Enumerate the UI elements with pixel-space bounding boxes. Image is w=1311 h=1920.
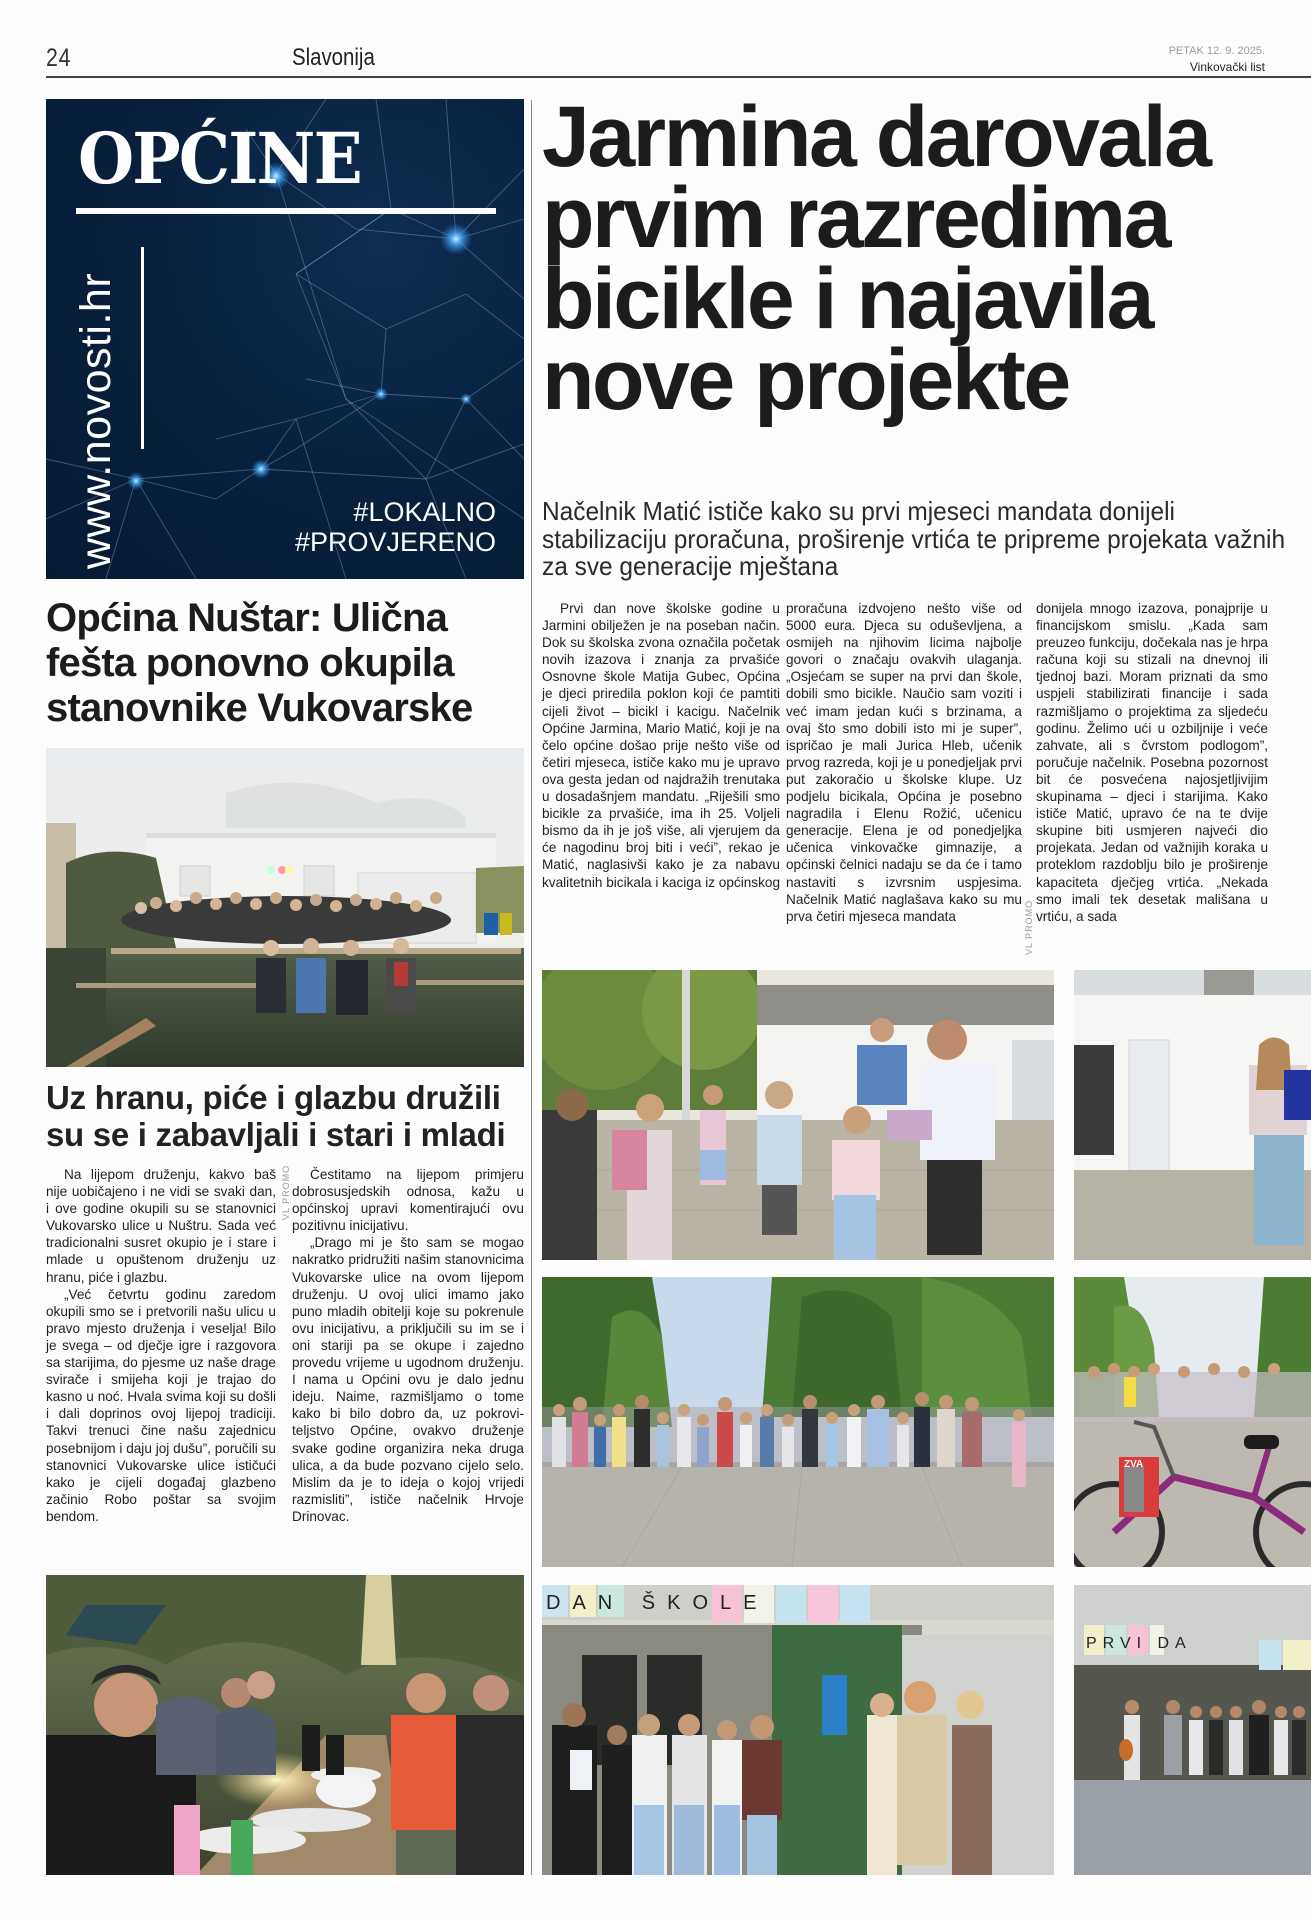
promo-hashtag: #PROVJERENO: [294, 527, 496, 557]
paragraph: Prvi dan nove školske godine u Jarmini obilježen je na poseban način. Dok su školska zvona označila početak novih izazova i znanja za prvašiće Osnovne škole Matija Gubec, Općina je djeci priredila poklon koji će pamtiti cijeli život – bicikl i kacigu. Načelnik Općine Jarmina, Mario Matić, koji je na čelo općine došao prije nešto više od četiri mjeseca, ističe kako mu je upravo ova gesta jedan od najdražih trenutaka u dosadašnjem mandatu. „Riješili smo bicikle za prvašiće, ima ih 25. Voljeli bismo da ih je još više, ali vjerujem da će nagodinu broj biti i veći”, rekao je Matić, naglasivši kako je za nabavu kvalitetnih bicikala i kaciga iz općinskog: [542, 601, 781, 890]
header-rule: [46, 76, 1311, 78]
bicycle-tag-text: ZVA: [1124, 1459, 1144, 1470]
photo-credit: VL PROMO: [281, 1164, 291, 1220]
paragraph: donijela mnogo izazova, ponajprije u financijskom smislu. „Kada sam preuzeo funkciju, dočekala nas je hrpa računa koji su stizali na dnevnoj ili tjednoj bazi. Moram priznati da smo uspjeli stabilizirati financije i sada razmišljamo o projektima za sljedeću godinu. Želimo ući u ozbiljnije i veće zahvate, ali s čvrstom podlogom”, poručuje načelnik. Posebna pozornost bit će posvećena najosjetljivijim skupinama – djeci i starijima. Kako ističe Matić, upravo će na te dvije skupine biti usmjeren najveći dio projekata. Jedan od važnijih koraka u proteklom razdoblju bilo je proširenje kapaciteta dječjeg vrtića. „Nekada smo imali tek desetak mališana u vrtiću, a sada: [1036, 601, 1268, 924]
paragraph: „Već četvrtu godinu zaredom okupili smo se i pretvorili našu ulicu u pravo mjesto druženja i veselja! Bilo je svega – od dječje igre i razgovora sa starijima, do pjesme uz naše drage svirače i smijeha koji je trajao do kasno u noć. Hvala svima koji su došli i dali doprinos ovoj lijepoj tradiciji. Takvi trenuci čine našu zajednicu posebnijom i daju joj dušu”, poručili su stanovnici Vukovarske ulice ističući kako je cijeli događaj glazbeno začinio Robo poštar sa svojim bendom.: [46, 1286, 276, 1524]
main-photo-bicycle: [1074, 1277, 1311, 1567]
main-photo-group: [542, 1277, 1054, 1567]
main-photo-first-day: [1074, 1585, 1311, 1875]
photo-generation-student: [1074, 970, 1311, 1260]
left-article-subheadline: Uz hranu, piće i glazbu družili su se i zabavljali i stari i mladi: [46, 1079, 506, 1153]
photo-dinner-table: [46, 1575, 524, 1875]
promo-title-underline: [76, 208, 496, 214]
page-number: 24: [46, 44, 72, 72]
paragraph: Čestitamo na lijepom primjeru dobrosusjedskih odnosa, kažu u općinskoj upravi komentirajući ovu pozitivnu inicijativu.: [292, 1167, 524, 1234]
left-article-column-1: [46, 1166, 276, 1525]
promo-url-link[interactable]: www.novosti.hr: [72, 272, 120, 569]
column-divider: [531, 100, 532, 1875]
main-photo-school-day: [542, 1585, 1054, 1875]
left-photo-group: [46, 748, 524, 1067]
banner-text: DAN ŠKOLE: [546, 1592, 769, 1614]
photo-school-day-banner: [542, 1585, 1054, 1875]
promo-hashtag: #LOKALNO: [353, 497, 496, 527]
photo-credit: VL PROMO: [1024, 899, 1034, 955]
main-article-deck: Načelnik Matić ističe kako su prvi mjeseci mandata donijeli stabilizaciju proračuna, proširenje vrtića te pripreme projekata važnih za sve generacije mještana: [542, 496, 1286, 581]
banner-text: PRVI DA: [1086, 1635, 1192, 1652]
photo-crowd-trees: [542, 1277, 1054, 1567]
photo-helmet-handout: [542, 970, 1054, 1260]
left-article-column-2: [292, 1166, 524, 1525]
paragraph: „Drago mi je što sam se mogao nakratko pridružiti našim stanovnicima Vukovarske ulice na ovom lijepom druženju. U ovoj ulici imamo jako puno mladih obitelji koje su pokrenule ovu inicijativu, a priključili su im se i oni stariji pa se okupe i zajedno provedu vrijeme u ugodnom druženju. I nama u Općini ovu je dalo jednu ideju. Naime, razmišljamo o tome kako bi bilo dobro da, uz pokroviteljstvo Općine, ovakvo druženje svake godine organizira neka druga ulica, a da bude pozvano cijelo selo. Mislim da je to ideja o kojoj vrijedi razmisliti”, ističe načelnik Hrvoje Drinovac.: [292, 1235, 524, 1524]
promo-banner[interactable]: [46, 99, 524, 579]
promo-title: OPĆINE: [78, 117, 361, 200]
photo-bicycle: [1074, 1277, 1311, 1567]
paragraph: proračuna izdvojeno nešto više od 5000 eura. Djeca su oduševljena, a osmijeh na njihovim licima najbolje govori o značaju ovakvih ulaganja. „Osjećam se super na prvi dan škole, dobili smo bicikle. Naučio sam voziti i već imam jedan kući s brzinama, a ovaj što smo dobili isto mi je super”, ispričao je mali Jurica Hleb, učenik prvog razreda, koji je u ponedjeljak prvi put zakoračio u školske klupe. Uz podjelu bicikala, Općina je posebno nagradila i Elenu Rožić, učenicu generacije. Elena je od ponedjeljka učenica vinkovačke gimnazije, a općinski čelnici nadaju se da će i tamo nastaviti s izvrsnim uspjesima. Načelnik Matić naglašava kako su mu prva četiri mjeseca mandata: [786, 601, 1022, 924]
main-article-headline: Jarmina darovala prvim razredima bicikle i najavila nove projekte: [542, 89, 1210, 428]
main-photo-student-award: [1074, 970, 1311, 1260]
photo-first-day-banner: [1074, 1585, 1311, 1875]
paragraph: Na lijepom druženju, kakvo baš nije uobičajeno i ne vidi se svaki dan, i ove godine okupili su se stanovnici Vukovarsko ulice u Nuštru. Sada već tradicionalni susret okupio je i stare i mlade u opuštenom druženju uz hranu, piće i glazbu.: [46, 1167, 276, 1285]
section-title: Slavonija: [292, 44, 375, 71]
photo-group-gathering: [46, 748, 524, 1067]
left-article-headline: Općina Nuštar: Ulična fešta ponovno okupila stanovnike Vukovarske: [46, 596, 473, 730]
main-photo-helmets: [542, 970, 1054, 1260]
promo-vertical-line: [141, 247, 144, 449]
main-article-column-1: [542, 600, 780, 891]
newspaper-name: Vinkovački list: [1189, 60, 1265, 74]
main-article-column-3: [1036, 600, 1268, 925]
left-photo-dinner: [46, 1575, 524, 1875]
issue-date: PETAK 12. 9. 2025.: [1168, 45, 1265, 57]
main-article-column-2: [786, 600, 1022, 925]
